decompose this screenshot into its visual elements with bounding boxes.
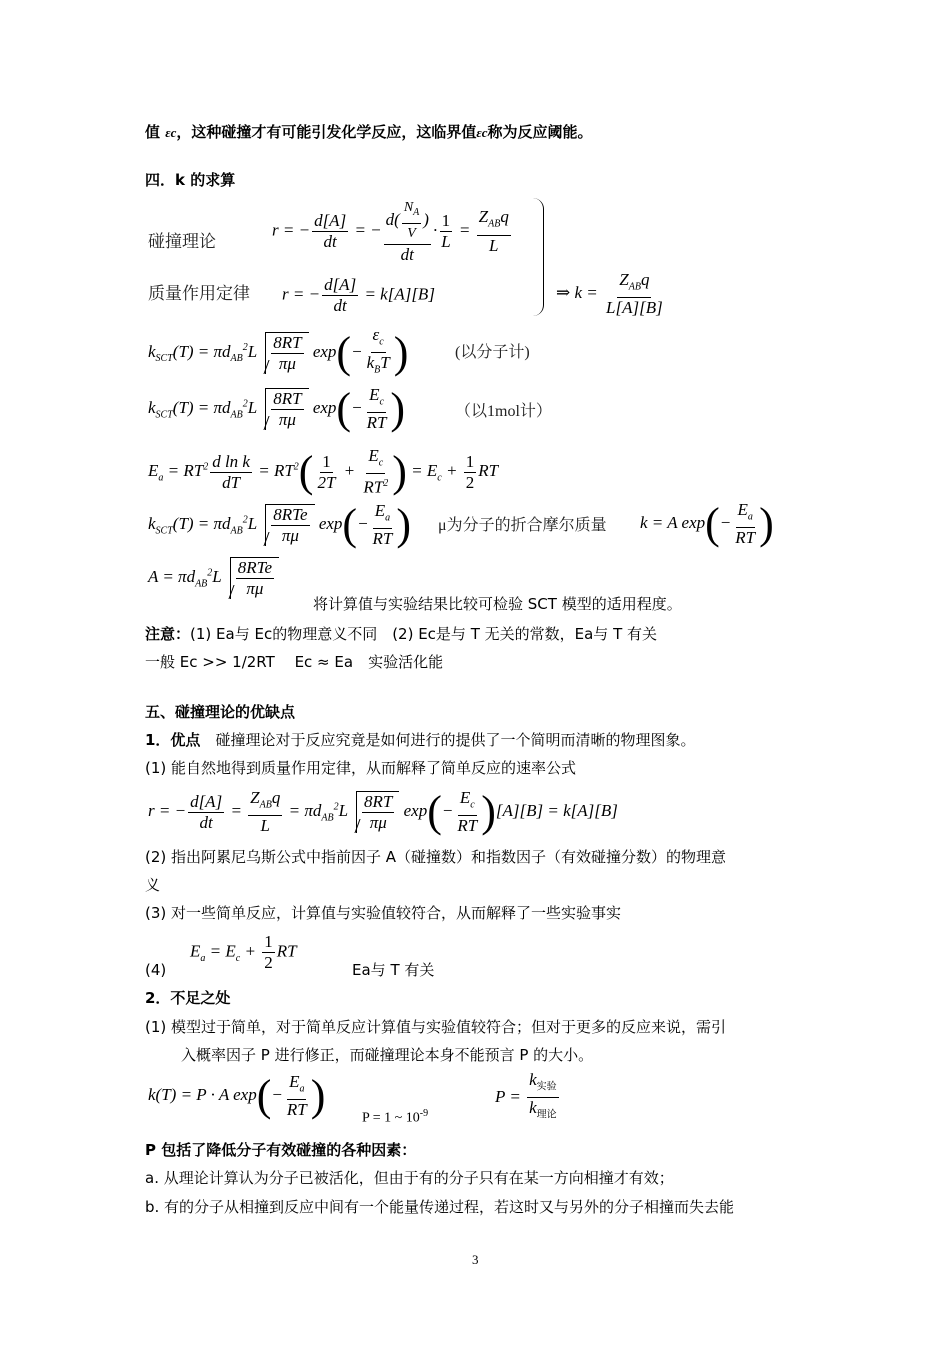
disadvantage-1-line-a: (1) 模型过于简单，对于简单反应计算值与实验值较符合；但对于更多的反应来说，需引 <box>145 1018 727 1036</box>
arrhenius-equation: k = A exp(− $\frac{E_a}{RT}$ ) <box>640 499 774 549</box>
factor-b: b. 有的分子从相撞到反应中间有一个能量传递过程，若这时又与另外的分子相撞而失去能 <box>145 1198 735 1216</box>
mass-action-label: 质量作用定律 <box>148 284 250 303</box>
collision-theory-label: 碰撞理论 <box>148 232 216 251</box>
per-molecule-note: (以分子计) <box>455 344 530 361</box>
advantage-2-line-b: 义 <box>145 876 161 894</box>
advantage-1: (1) 能自然地得到质量作用定律，从而解释了简单反应的速率公式 <box>145 759 577 777</box>
equation-brace <box>533 198 544 316</box>
epsilon-c-symbol: εc <box>165 125 177 140</box>
p-ratio-equation: P = $\frac{k_{实验}}{k_{理论}}$ <box>495 1070 557 1121</box>
p-factors-heading: P 包括了降低分子有效碰撞的各种因素： <box>145 1141 417 1159</box>
mu-note: μ为分子的折合摩尔质量 <box>438 517 607 534</box>
per-mol-note: （以1mol计） <box>455 403 552 420</box>
probability-factor-equation: k(T) = P · A exp(− $\frac{E_a}{RT}$ ) <box>148 1071 326 1121</box>
advantages-line: 1．优点 碰撞理论对于反应究竟是如何进行的提供了一个简明而清晰的物理图象。 <box>145 731 696 749</box>
factor-a: a. 从理论计算认为分子已被活化，但由于有的分子只有在某一方向相撞才有效； <box>145 1169 674 1187</box>
activation-energy-equation: $E_a = RT^2$ $\frac{\text{d ln k}}{dT}$ = $RT^2$( $\frac{1}{2T}$ + $\frac{E_c}{RT^2}$ ) = $E_c$ + $\frac{1}{2}$ RT <box>148 446 499 498</box>
compare-note: 将计算值与实验结果比较可检验 SCT 模型的适用程度。 <box>313 595 682 613</box>
p-range: P = 1 ~ $10^{-9}$ <box>362 1108 429 1126</box>
k-sct-molecule-equation: $k_{SCT}(T) = \pi d_{AB}^2L$ $\frac{8RT}{\pi\mu}$ exp(− $\frac{\varepsilon_c}{k_BT}$ ) <box>148 325 409 377</box>
page-number: 3 <box>472 1252 479 1267</box>
k-sct-mol-equation: $k_{SCT}(T) = \pi d_{AB}^2L$ $\frac{8RT}{\pi\mu}$ exp(− $\frac{E_c}{RT}$ ) <box>148 384 406 434</box>
collision-rate-equation: r = − $\frac{d[A]}{dt}$ = − d( $\frac{N_A}{V}$ ) dt · $\frac{1}{L}$ = $\frac{Z_{AB}q}{L}$ <box>272 200 509 264</box>
section-5-heading: 五、碰撞理论的优缺点 <box>145 703 296 721</box>
advantage-4-label: (4) <box>145 961 167 979</box>
section-4-heading: 四．k 的求算 <box>145 171 236 189</box>
advantage-4-note: Ea与 T 有关 <box>352 961 435 979</box>
k-sct-e-equation: $k_{SCT}(T) = \pi d_{AB}^2L$ $\frac{\text{8RTe}}{\pi\mu}$ exp(− $\frac{E_a}{RT}$ ) <box>148 500 412 550</box>
ea-ec-equation: $E_a = E_c$ + $\frac{1}{2}$ RT <box>190 932 297 972</box>
notice-line-1: 注意：(1) Ea与 Ec的物理意义不同 (2) Ec是与 T 无关的常数，Ea与 T 有关 <box>145 625 658 643</box>
pre-exponential-equation: $A = \pi d_{AB}^2L$ $\frac{\text{8RTe}}{\pi\mu}$ <box>148 557 279 599</box>
disadvantages-heading: 2．不足之处 <box>145 989 231 1007</box>
disadvantage-1-line-b: 入概率因子 P 进行修正，而碰撞理论本身不能预言 P 的大小。 <box>181 1046 594 1064</box>
intro-line: 值 εc，这种碰撞才有可能引发化学反应，这临界值εc称为反应阈能。 <box>145 123 593 141</box>
advantage-2-line-a: (2) 指出阿累尼乌斯公式中指前因子 A（碰撞数）和指数因子（有效碰撞分数）的物理意 <box>145 848 727 866</box>
mass-action-equation: r = − $\frac{d[A]}{dt}$ = k[A][B] <box>282 275 435 315</box>
k-result-equation: ⇒ k = $\frac{Z_{AB}q}{L[A][B]}$ <box>556 270 663 318</box>
notice-line-2: 一般 Ec >> 1/2RT Ec ≈ Ea 实验活化能 <box>145 653 444 671</box>
advantage-3: (3) 对一些简单反应，计算值与实验值较符合，从而解释了一些实验事实 <box>145 904 622 922</box>
rate-law-equation: r = − $\frac{d[A]}{dt}$ = $\frac{Z_{AB}q}{L}$ = $\pi d_{AB}^2L$ $\frac{8RT}{\pi\mu}$ exp(− $\frac{E_c}{RT}$ )[A][B] = k[A][B] <box>148 787 618 837</box>
